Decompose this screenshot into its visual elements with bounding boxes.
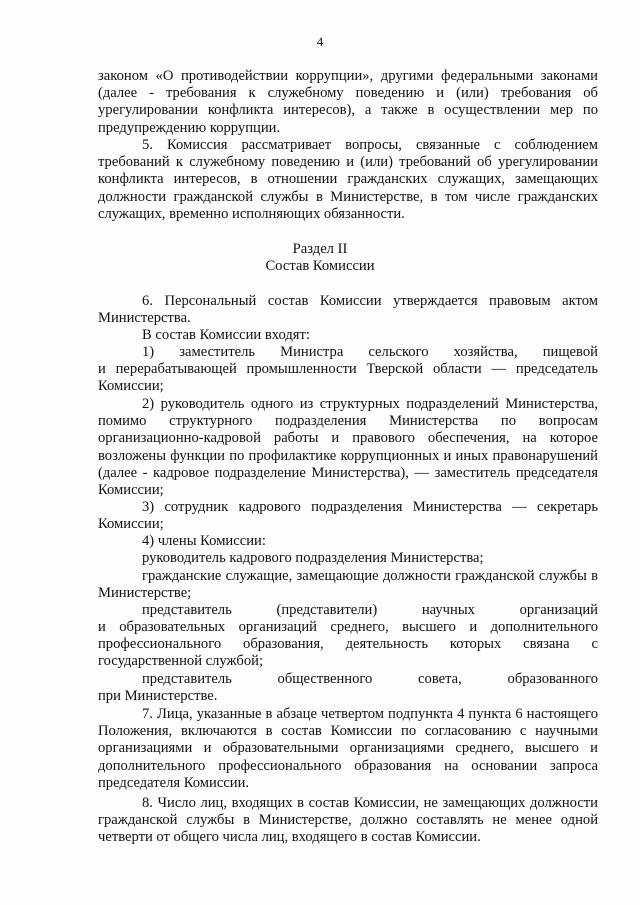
item-1-word: пищевой bbox=[542, 344, 598, 360]
section-subtitle: Состав Комиссии bbox=[265, 258, 375, 274]
item-4-word: общественного bbox=[277, 671, 373, 687]
item-4-word: совета, bbox=[418, 671, 462, 687]
item-4-council-line bbox=[142, 671, 598, 688]
item-3: 3) сотрудник кадрового подразделения Министерства — секретарь Комиссии; bbox=[98, 499, 598, 533]
item-1-word: сельского bbox=[368, 344, 429, 360]
item-1-first-line bbox=[142, 344, 598, 361]
section-title: Раздел II bbox=[292, 241, 348, 257]
item-4-representatives-rest: и образовательных организаций среднего, высшего и дополнительного профессионального образования, деятельность которых связана с государственной службой; bbox=[98, 619, 598, 670]
item-4-word: представитель bbox=[142, 602, 232, 618]
item-4-word: представитель bbox=[142, 671, 232, 687]
item-4-council-rest: при Министерстве. bbox=[98, 688, 218, 704]
item-4-word: организаций bbox=[519, 602, 598, 618]
item-4: 4) члены Комиссии: bbox=[142, 533, 266, 549]
item-2: 2) руководитель одного из структурных подразделений Министерства, помимо структурного подразделения Министерства по вопросам организационно-кадровой работы и правового обеспечения, на которое возложены функции по профилактике коррупционных и иных правонарушений (далее - кадровое подразделение Министерства), — заместитель председателя Комиссии; bbox=[98, 396, 598, 499]
paragraph-8: 8. Число лиц, входящих в состав Комиссии, не замещающих должности гражданской службы в Министерстве, должно составлять не менее одной четверти от общего числа лиц, входящего в состав Комиссии. bbox=[98, 795, 598, 846]
item-4-word: (представители) bbox=[276, 602, 378, 618]
item-4-word: научных bbox=[421, 602, 475, 618]
item-1-word: хозяйства, bbox=[453, 344, 518, 360]
item-1-rest: и перерабатывающей промышленности Тверской области — председатель Комиссии; bbox=[98, 361, 598, 395]
paragraph-6-intro: В состав Комиссии входят: bbox=[142, 327, 310, 343]
item-1-word: заместитель bbox=[179, 344, 256, 360]
paragraph-5: 5. Комиссия рассматривает вопросы, связанные с соблюдением требований к служебному поведению и (или) требований об урегулировании конфликта интересов, в отношении гражданских служащих, замещающих должности гражданской службы в Министерстве, в том числе гражданских служащих, временно исполняющих обязанности. bbox=[98, 137, 598, 222]
paragraph-continuation: законом «О противодействии коррупции», другими федеральными законами (далее - требования к служебному поведению и (или) требования об урегулировании конфликта интересов), а также в осуществлении мер по предупреждению коррупции. bbox=[98, 68, 598, 136]
item-1-word: Министра bbox=[280, 344, 344, 360]
item-4-head-of-hr: руководитель кадрового подразделения Министерства; bbox=[142, 550, 484, 566]
item-4-representative-line bbox=[142, 602, 598, 619]
item-4-civil-servants: гражданские служащие, замещающие должности гражданской службы в Министерстве; bbox=[98, 568, 598, 602]
page-number: 4 bbox=[316, 34, 324, 49]
item-4-word: образованного bbox=[507, 671, 598, 687]
paragraph-6: 6. Персональный состав Комиссии утверждается правовым актом Министерства. bbox=[98, 293, 598, 327]
item-1-word: 1) bbox=[142, 344, 155, 360]
paragraph-7: 7. Лица, указанные в абзаце четвертом подпункта 4 пункта 6 настоящего Положения, включаются в состав Комиссии по согласованию с научными организациями и образовательными организациями среднего, высшего и дополнительного профессионального образования на основании запроса председателя Комиссии. bbox=[98, 706, 598, 791]
